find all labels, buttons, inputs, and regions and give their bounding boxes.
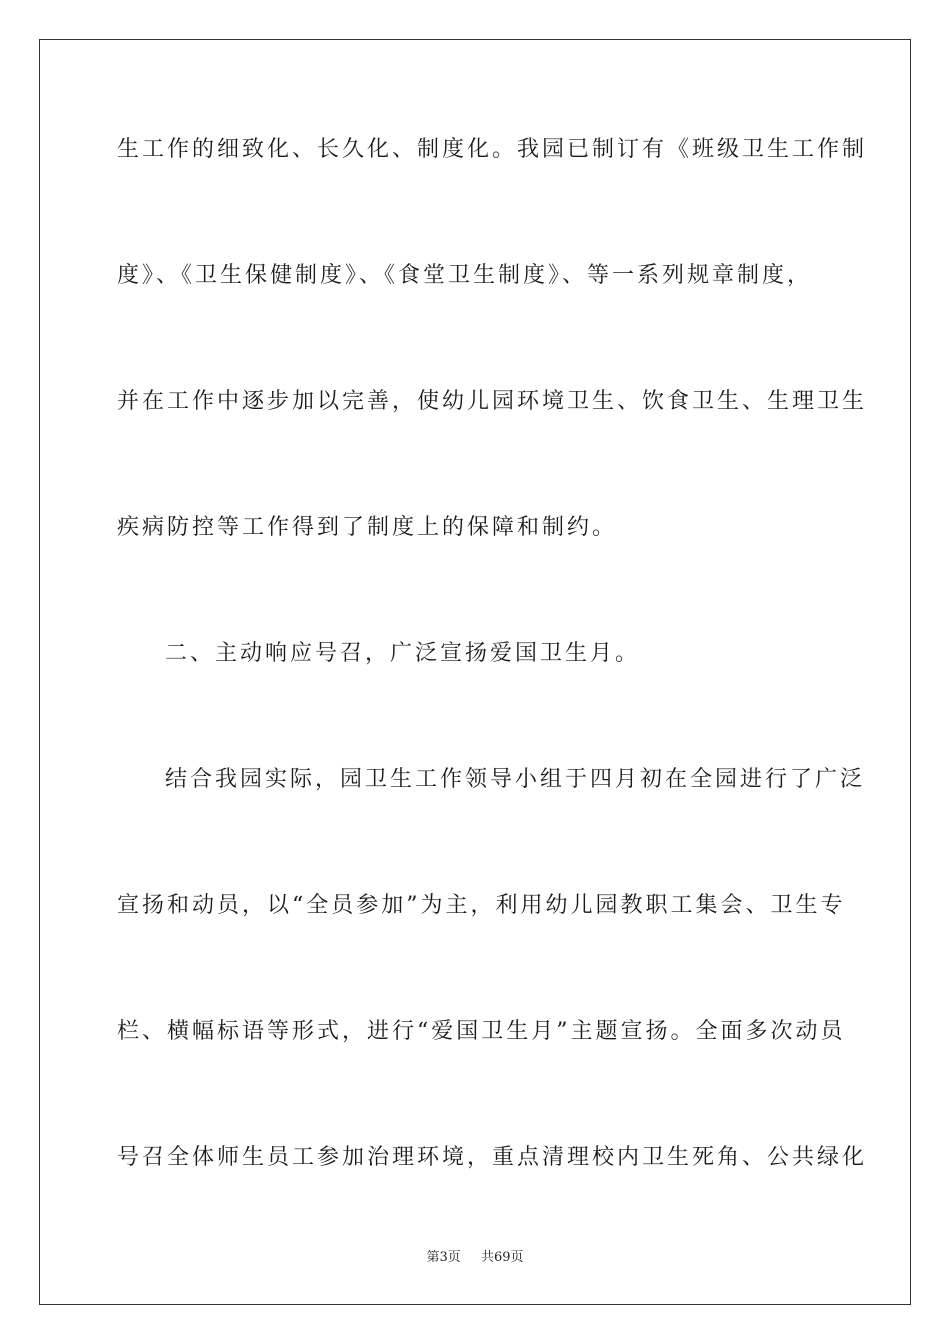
total-pages: 共69页 (480, 1250, 524, 1265)
document-body (117, 130, 868, 1264)
page-number: 第3页 (426, 1250, 461, 1265)
page-footer (0, 1246, 950, 1265)
paragraph-line: 栏、横幅标语等形式，进行“爱国卫生月”主题宣扬。全面多次动员 (117, 1019, 846, 1044)
paragraph-line: 生工作的细致化、长久化、制度化。我园已制订有《班级卫生工作制 (117, 137, 868, 162)
paragraph-line: 疾病防控等工作得到了制度上的保障和制约。 (117, 515, 618, 540)
paragraph-line: 度》、《卫生保健制度》、《食堂卫生制度》、等一系列规章制度， (117, 263, 813, 288)
paragraph-line: 宣扬和动员，以“全员参加”为主，利用幼儿园教职工集会、卫生专 (117, 893, 846, 918)
section-heading: 二、主动响应号召，广泛宣扬爱国卫生月。 (165, 641, 641, 666)
paragraph-line: 结合我园实际，园卫生工作领导小组于四月初在全园进行了广泛 (165, 767, 866, 792)
paragraph-line: 号召全体师生员工参加治理环境，重点清理校内卫生死角、公共绿化 (117, 1145, 868, 1170)
paragraph-line: 并在工作中逐步加以完善，使幼儿园环境卫生、饮食卫生、生理卫生 (117, 389, 868, 414)
